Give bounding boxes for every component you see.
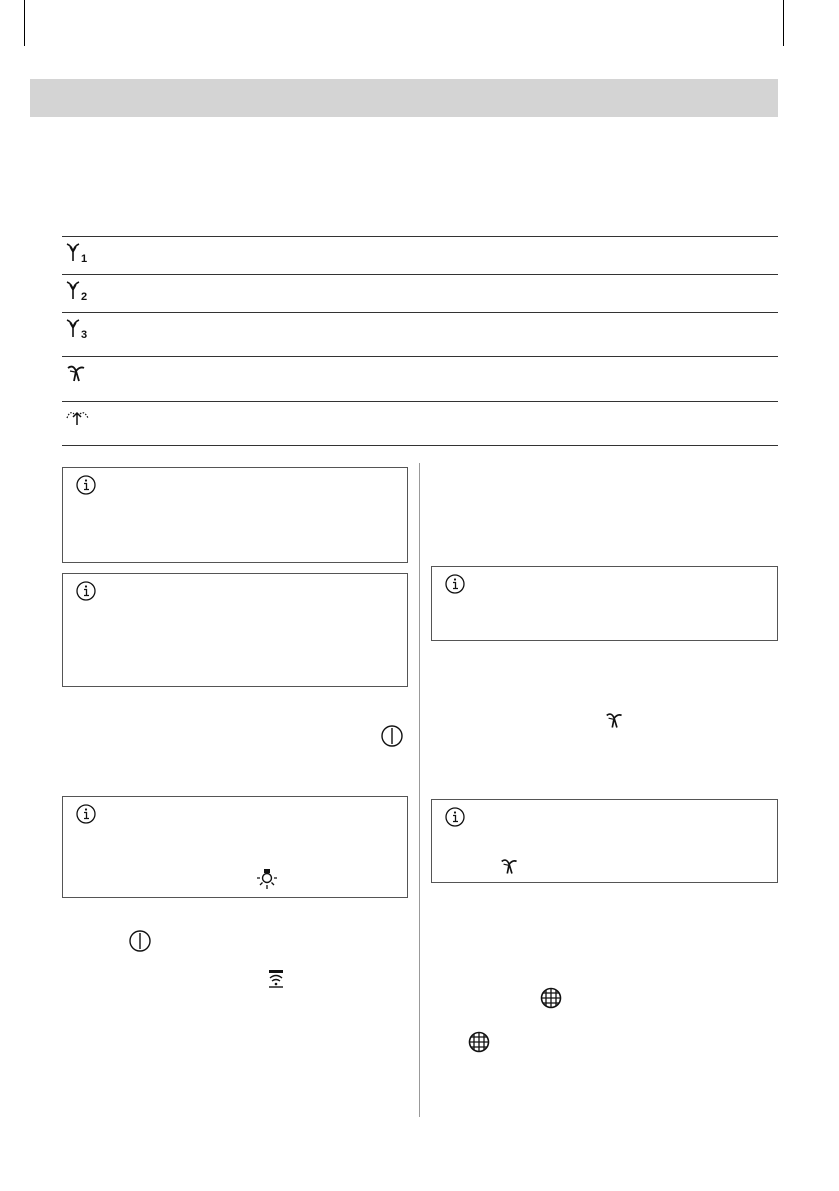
info-box bbox=[62, 796, 408, 898]
info-box bbox=[62, 467, 408, 563]
info-icon bbox=[76, 581, 96, 601]
info-box bbox=[62, 573, 408, 687]
table-rule bbox=[62, 236, 778, 237]
fan-speed-1-icon bbox=[64, 241, 92, 265]
extraction-icon bbox=[64, 405, 92, 429]
hob2hood-icon bbox=[265, 968, 287, 990]
grease-filter-icon bbox=[467, 1030, 491, 1054]
info-icon bbox=[76, 475, 96, 495]
info-icon bbox=[445, 807, 465, 827]
table-rule bbox=[62, 312, 778, 313]
table-rule bbox=[62, 356, 778, 357]
svg-text:3: 3 bbox=[81, 329, 88, 341]
power-icon bbox=[380, 724, 404, 748]
grease-filter-icon bbox=[539, 986, 563, 1010]
section-header-bar bbox=[30, 79, 778, 117]
fan-speed-3-icon bbox=[64, 317, 92, 341]
table-rule bbox=[62, 445, 778, 446]
crop-mark bbox=[783, 0, 784, 46]
light-icon bbox=[255, 867, 279, 891]
fan-speed-2-icon bbox=[64, 279, 92, 303]
crop-mark bbox=[24, 0, 25, 46]
power-icon bbox=[128, 929, 152, 953]
table-rule bbox=[62, 274, 778, 275]
column-divider bbox=[419, 463, 420, 1117]
fan-boost-icon bbox=[603, 709, 629, 733]
info-icon bbox=[76, 804, 96, 824]
svg-text:1: 1 bbox=[81, 253, 88, 265]
fan-boost-icon bbox=[64, 362, 92, 386]
table-rule bbox=[62, 401, 778, 402]
info-box bbox=[431, 799, 778, 883]
info-icon bbox=[445, 574, 465, 594]
fan-boost-icon bbox=[498, 855, 524, 879]
svg-text:2: 2 bbox=[81, 291, 88, 303]
info-box bbox=[431, 566, 778, 641]
